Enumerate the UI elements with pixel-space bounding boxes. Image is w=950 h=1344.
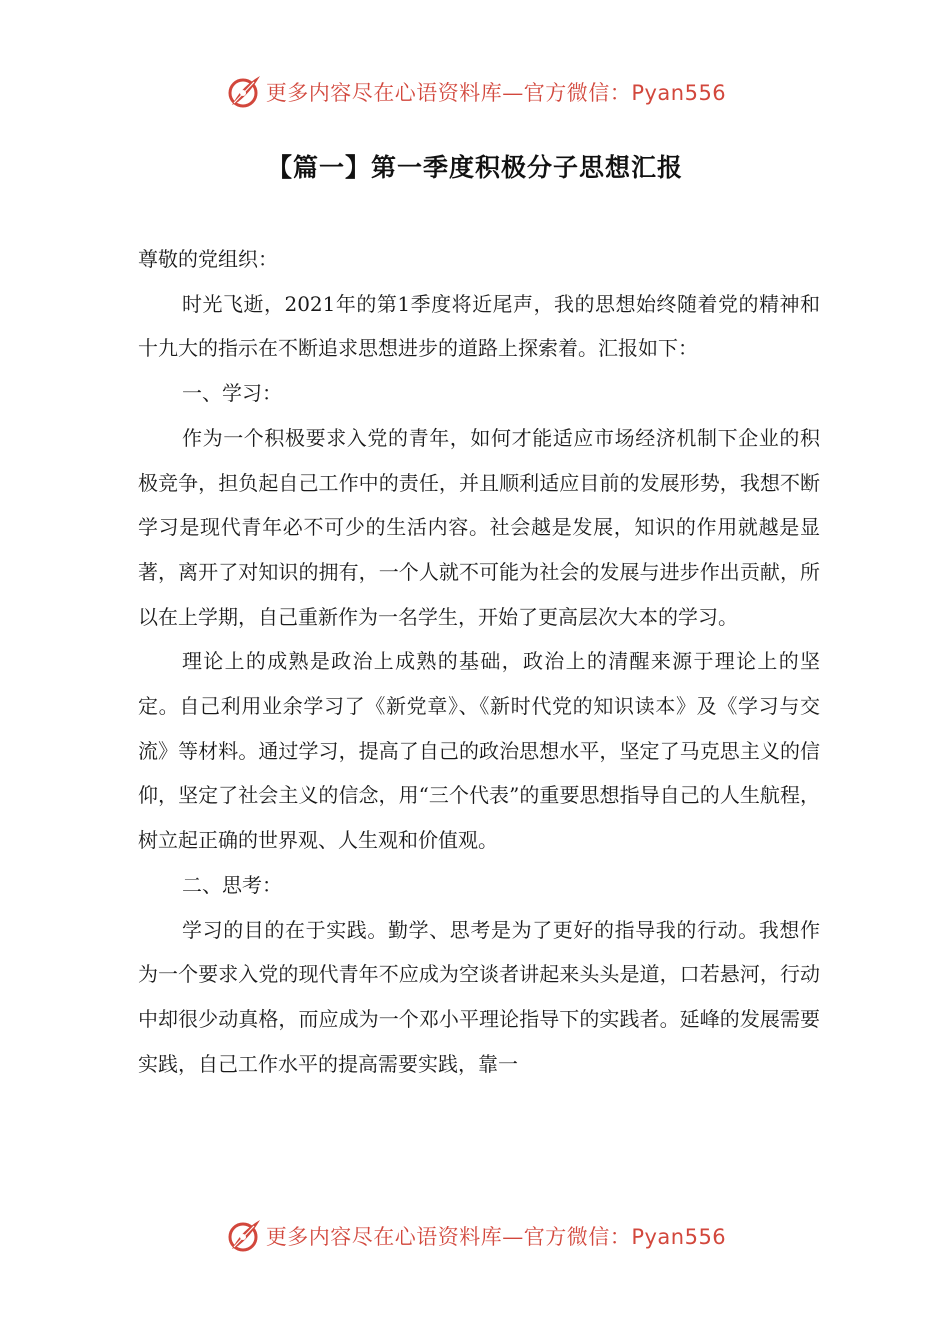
section-heading-study: 一、学习： [182, 381, 282, 406]
document-body [138, 237, 820, 1086]
quill-logo-icon [224, 72, 264, 112]
footer-banner [0, 1214, 950, 1258]
paragraph: 理论上的成熟是政治上成熟的基础，政治上的清醒来源于理论上的坚定。自己利用业余学习了《新党章》、《新时代党的知识读本》及《学习与交流》等材料。通过学习，提高了自己的政治思想水平，坚定了马克思主义的信仰，坚定了社会主义的信念，用“三个代表”的重要思想指导自己的人生航程，树立起正确的世界观、人生观和价值观。 [138, 649, 820, 853]
header-banner [0, 70, 950, 114]
banner-text: 更多内容尽在心语资料库—官方微信：Pyan556 [265, 1225, 727, 1249]
quill-logo-icon [224, 1216, 264, 1256]
paragraph: 时光飞逝，2021年的第1季度将近尾声，我的思想始终随着党的精神和十九大的指示在不断追求思想进步的道路上探索着。汇报如下： [138, 291, 820, 361]
wechat-id: Pyan556 [631, 1225, 727, 1249]
section-heading-thinking: 二、思考： [182, 872, 282, 897]
paragraph: 学习的目的在于实践。勤学、思考是为了更好的指导我的行动。我想作为一个要求入党的现代青年不应成为空谈者讲起来头头是道，口若悬河，行动中却很少动真格，而应成为一个邓小平理论指导下的实践者。延峰的发展需要实践，自己工作水平的提高需要实践，靠一 [138, 917, 820, 1076]
paragraph: 作为一个积极要求入党的青年，如何才能适应市场经济机制下企业的积极竞争，担负起自己工作中的责任，并且顺利适应目前的发展形势，我想不断学习是现代青年必不可少的生活内容。社会越是发展，知识的作用就越是显著，离开了对知识的拥有，一个人就不可能为社会的发展与进步作出贡献，所以在上学期，自己重新作为一名学生，开始了更高层次大本的学习。 [138, 425, 820, 629]
wechat-id: Pyan556 [631, 81, 727, 105]
salutation: 尊敬的党组织： [138, 247, 278, 271]
banner-text: 更多内容尽在心语资料库—官方微信：Pyan556 [265, 81, 727, 105]
page-title: 【篇一】第一季度积极分子思想汇报 [266, 153, 683, 182]
